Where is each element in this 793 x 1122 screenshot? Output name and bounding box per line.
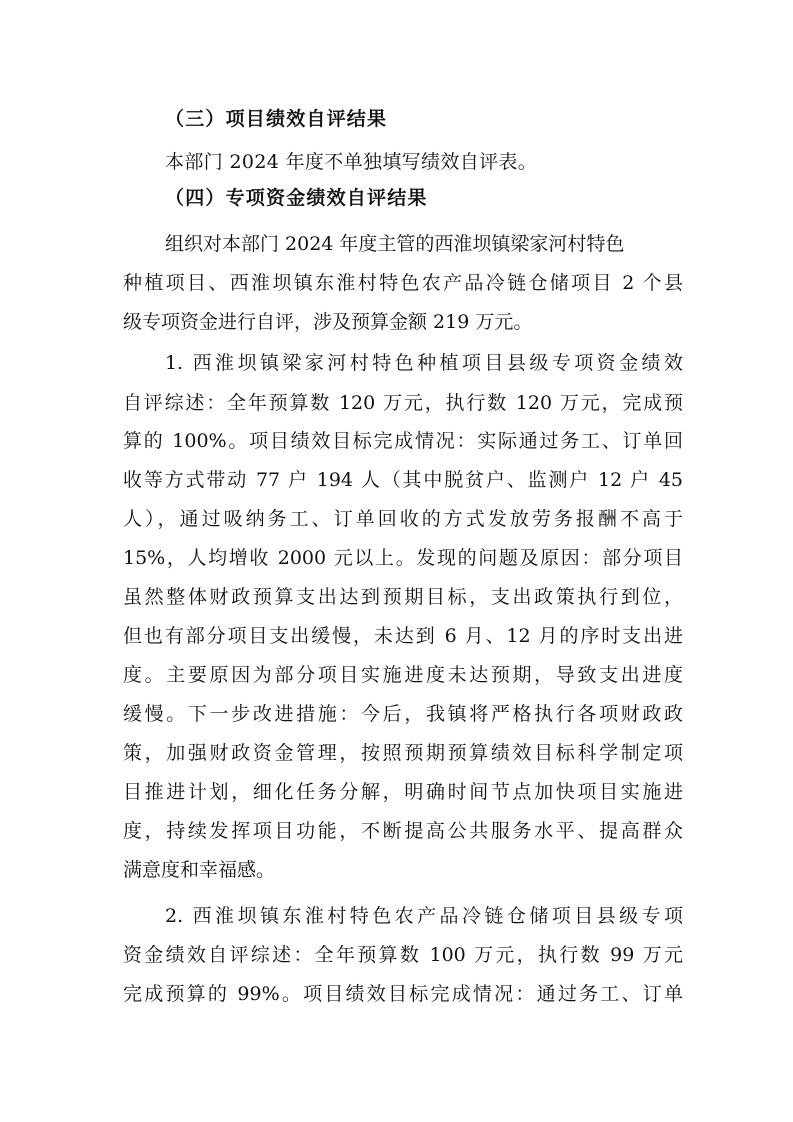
item-1-line-12: 目推进计划，细化任务分解，明确时间节点加快项目实施进 [123, 781, 683, 803]
section-3-heading: （三）项目绩效自评结果 [165, 108, 388, 130]
item-1-line-11: 策，加强财政资金管理，按照预期预算绩效目标科学制定项 [123, 742, 683, 764]
item-1-line-6: 15%，人均增收 2000 元以上。发现的问题及原因：部分项目 [123, 547, 683, 569]
item-1-line-8: 但也有部分项目支出缓慢，未达到 6 月、12 月的序时支出进 [123, 625, 683, 647]
item-1-line-13: 度，持续发挥项目功能，不断提高公共服务水平、提高群众 [123, 820, 683, 842]
item-1-line-14: 满意度和幸福感。 [123, 859, 276, 881]
item-1-line-10: 缓慢。下一步改进措施：今后，我镇将严格执行各项财政政 [123, 703, 683, 725]
item-1-line-2: 自评综述：全年预算数 120 万元，执行数 120 万元，完成预 [123, 392, 683, 414]
section-3-text: 本部门 2024 年度不单独填写绩效自评表。 [165, 151, 538, 173]
item-1-line-7: 虽然整体财政预算支出达到预期目标，支出政策执行到位， [123, 586, 683, 608]
item-1-line-4: 收等方式带动 77 户 194 人（其中脱贫户、监测户 12 户 45 [123, 469, 683, 491]
intro-line-1: 组织对本部门 2024 年度主管的西淮坝镇梁家河村特色 [165, 233, 625, 255]
item-1-line-5: 人），通过吸纳务工、订单回收的方式发放劳务报酬不高于 [123, 508, 683, 530]
item-1-line-9: 度。主要原因为部分项目实施进度未达预期，导致支出进度 [123, 664, 683, 686]
item-2-line-3: 完成预算的 99%。项目绩效目标完成情况：通过务工、订单 [123, 983, 683, 1005]
intro-line-2: 种植项目、西淮坝镇东淮村特色农产品冷链仓储项目 2 个县 [123, 272, 683, 294]
item-2-line-1: 2. 西淮坝镇东淮村特色农产品冷链仓储项目县级专项 [165, 905, 683, 927]
item-1-line-3: 算的 100%。项目绩效目标完成情况：实际通过务工、订单回 [123, 430, 683, 452]
section-4-heading: （四）专项资金绩效自评结果 [165, 187, 428, 209]
item-2-line-2: 资金绩效自评综述：全年预算数 100 万元，执行数 99 万元 [123, 944, 683, 966]
item-1-line-1: 1. 西淮坝镇梁家河村特色种植项目县级专项资金绩效 [165, 352, 683, 374]
intro-line-3: 级专项资金进行自评，涉及预算金额 219 万元。 [123, 311, 533, 333]
